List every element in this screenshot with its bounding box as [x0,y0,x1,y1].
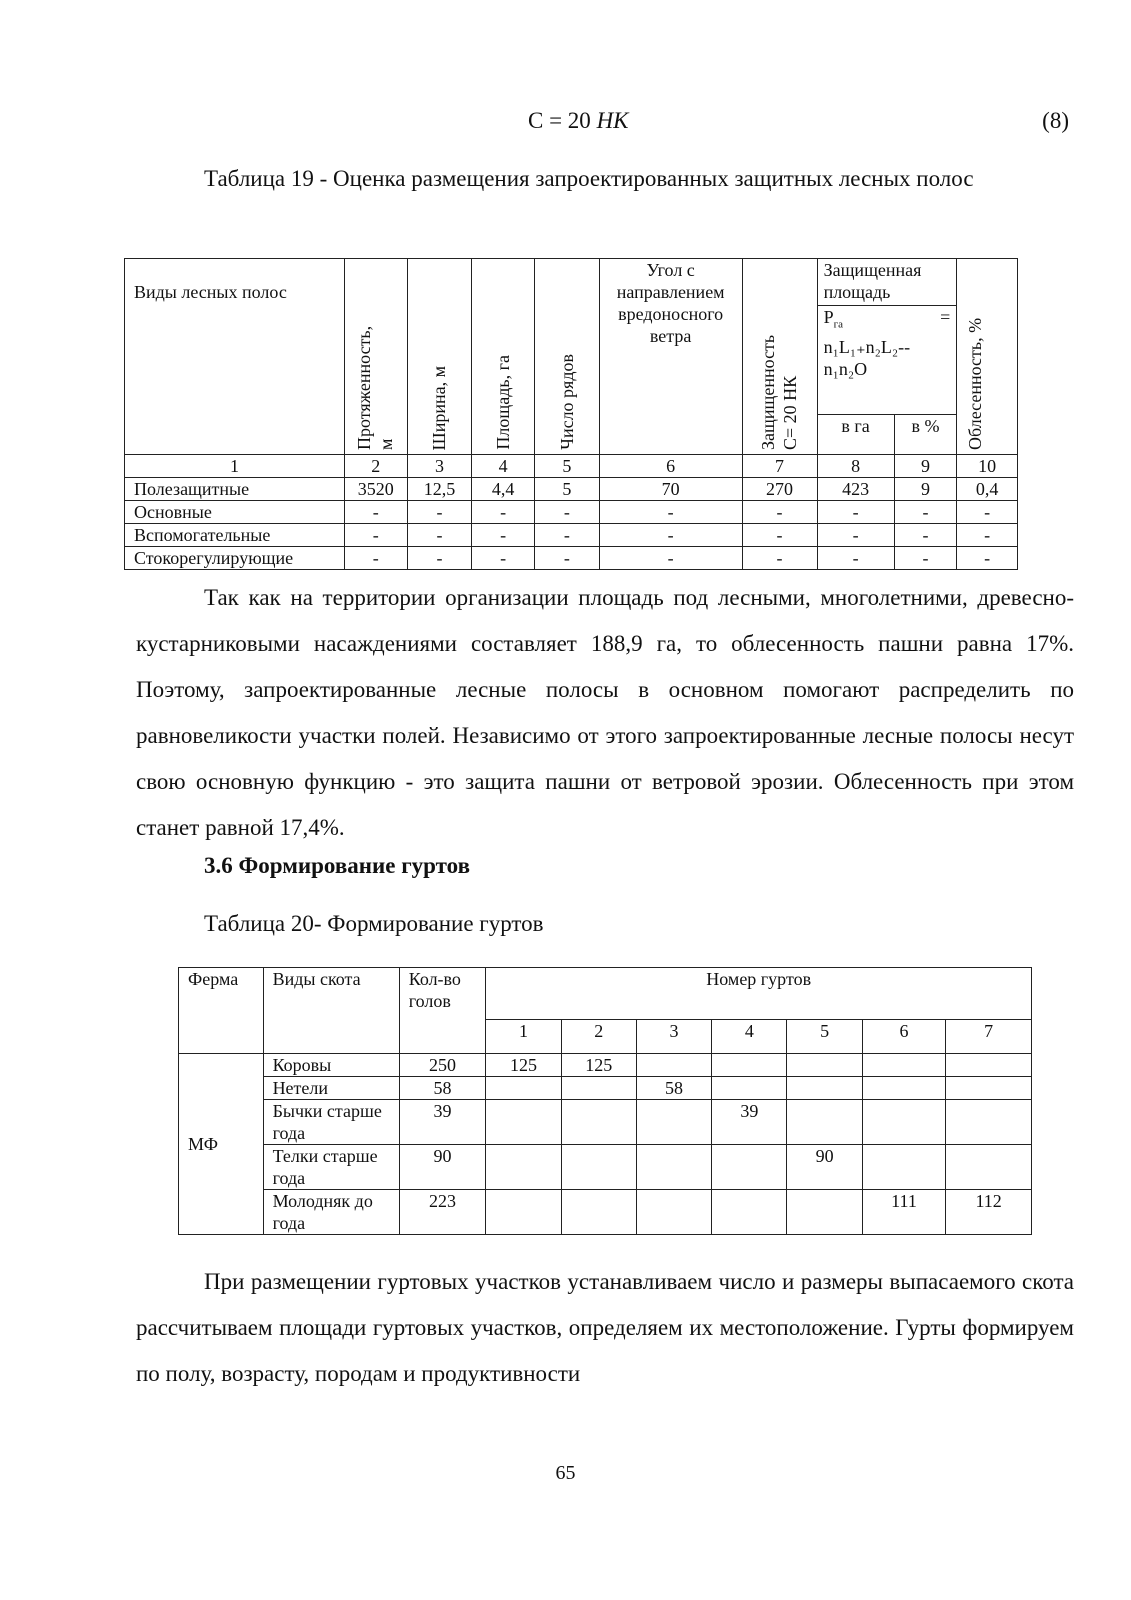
formula-line [0,108,1131,140]
header-length: Протяженность, м [353,325,396,450]
table-row: МФ Коровы 250 125 125 [179,1054,1032,1077]
paragraph-1: Так как на территории организации площадь под лесными, многолетними, древесно-кустарниковыми насаждениями составляет 188,9 га, то облесенность пашни равна 17%. Поэтому, запроектированные лесные полосы в основном помогают распределить по равновеликости участки полей. Независимо от этого запроектированные лесные полосы несут свою основную функцию - это защита пашни от ветровой эрозии. Облесенность при этом станет равной 17,4%. [136,585,1074,840]
table-20: Ферма Виды скота Кол-во голов Номер гуртов 1 2 3 4 5 6 7 МФ Коровы 250 125 125 Нетели 58 58 Бычки старше года 39 39 Телки старше года 90 90 Молодняк до года 223 111 112 [178,967,1032,1235]
table-row: Полезащитные 3520 12,5 4,4 5 70 270 423 9 0,4 [125,478,1018,501]
table20-caption: Таблица 20- Формирование гуртов [204,911,544,936]
table-row: Вспомогательные - - - - - - - - - [125,524,1018,547]
table-row: Бычки старше года 39 39 [179,1100,1032,1145]
header-kind: Виды лесных полос [125,259,345,455]
section-heading: 3.6 Формирование гуртов [204,853,470,878]
header-forest: Облесенность, % [965,317,986,450]
header-livestock: Виды скота [263,968,399,1054]
page-number: 65 [555,1462,576,1484]
table-row: Молодняк до года 223 111 112 [179,1190,1032,1235]
header-in-pct: в % [894,415,957,455]
header-in-ga: в га [817,415,894,455]
header-area: Площадь, га [493,355,514,450]
header-rows: Число рядов [556,354,577,450]
protected-area-formula: $Р_{га}$ = n₁L₁₊n₂L₂-- n₁n₂O [823,307,951,379]
table-row: Нетели 58 58 [179,1077,1032,1100]
table-19 [124,258,1018,570]
header-protected-area: Защищенная площадь $Р_{га}$ = n₁L₁₊n₂L₂-- n₁n₂O [817,259,957,415]
table-row: 1 2 3 4 5 6 7 8 9 10 [125,455,1018,478]
formula: С = 20 НК [528,108,629,133]
table-row: Основные - - - - - - - - - [125,501,1018,524]
header-farm: Ферма [179,968,264,1054]
header-width: Ширина, м [429,365,450,450]
paragraph-2: При размещении гуртовых участков устанавливаем число и размеры выпасаемого скота рассчитываем площади гуртовых участков, определяем их местоположение. Гурты формируем по полу, возрасту, породам и продуктивности [136,1269,1074,1386]
farm-name: МФ [179,1054,264,1235]
table19-caption: Таблица 19 - Оценка размещения запроектированных защитных лесных полос [204,166,974,191]
table-row: Стокорегулирующие - - - - - - - - - [125,547,1018,570]
formula-number: (8) [1042,108,1069,133]
header-count: Кол-во голов [399,968,486,1054]
table-row: Телки старше года 90 90 [179,1145,1032,1190]
header-protect: Защищенность С= 20 НК [757,334,800,450]
header-herd-numbers: Номер гуртов [486,968,1032,1020]
header-angle: Угол с направлением вредоносного ветра [599,259,742,455]
